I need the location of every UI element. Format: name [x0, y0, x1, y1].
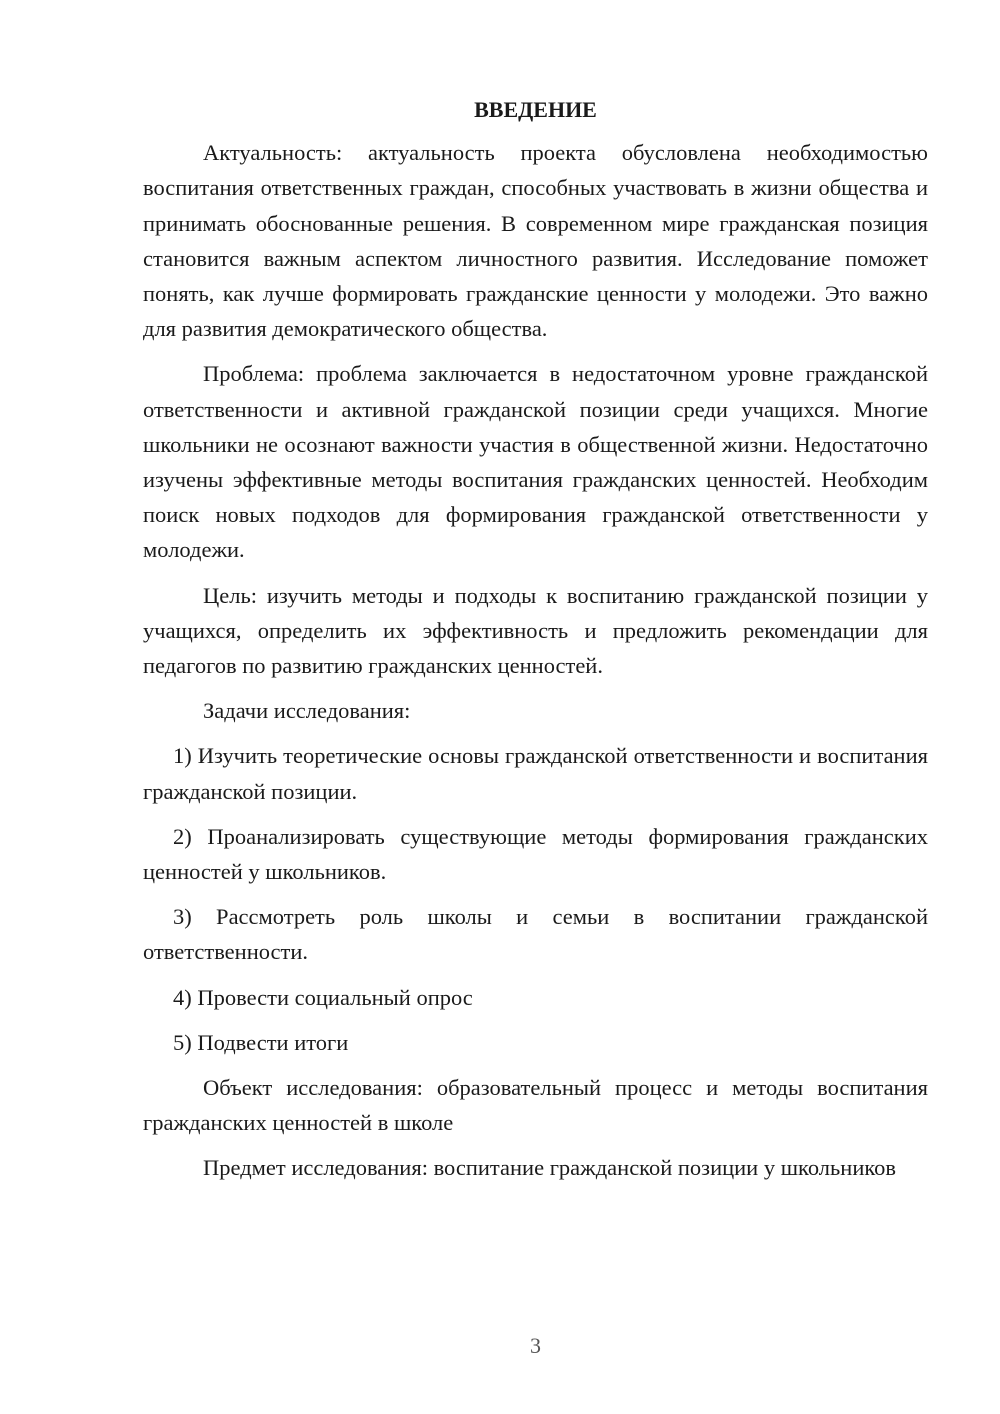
- document-page: [143, 92, 928, 1196]
- task-item-5: 5) Подвести итоги: [173, 1029, 349, 1055]
- task-item-3: 3) Рассмотреть роль школы и семьи в воспитании гражданской ответственности.: [143, 904, 928, 965]
- problem-paragraph: Проблема: проблема заключается в недостаточном уровне гражданской ответственности и активной гражданской позиции среди учащихся. Многие школьники не осознают важности участия в общественной жизни. Недостаточно изучены эффективные методы воспитания гражданских ценностей. Необходим поиск новых подходов для формирования гражданской ответственности у молодежи.: [143, 361, 928, 563]
- task-item-4: 4) Провести социальный опрос: [173, 984, 473, 1010]
- object-paragraph: Объект исследования: образовательный процесс и методы воспитания гражданских ценностей в школе: [143, 1075, 928, 1136]
- section-title: ВВЕДЕНИЕ: [474, 97, 597, 122]
- subject-paragraph: Предмет исследования: воспитание гражданской позиции у школьников: [203, 1155, 897, 1181]
- page-number: 3: [530, 1333, 541, 1358]
- task-item-2: 2) Проанализировать существующие методы формирования гражданских ценностей у школьников.: [143, 823, 928, 885]
- relevance-paragraph: Актуальность: актуальность проекта обусловлена необходимостью воспитания ответственных граждан, способных участвовать в жизни общества и принимать обоснованные решения. В современном мире гражданская позиция становится важным аспектом личностного развития. Исследование поможет понять, как лучше формировать гражданские ценности у молодежи. Это важно для развития демократического общества.: [143, 140, 928, 342]
- goal-paragraph: Цель: изучить методы и подходы к воспитанию гражданской позиции у учащихся, определить их эффективность и предложить рекомендации для педагогов по развитию гражданских ценностей.: [143, 582, 928, 679]
- task-item-1: 1) Изучить теоретические основы гражданской ответственности и воспитания гражданской позиции.: [143, 743, 928, 804]
- tasks-heading: Задачи исследования:: [203, 698, 411, 724]
